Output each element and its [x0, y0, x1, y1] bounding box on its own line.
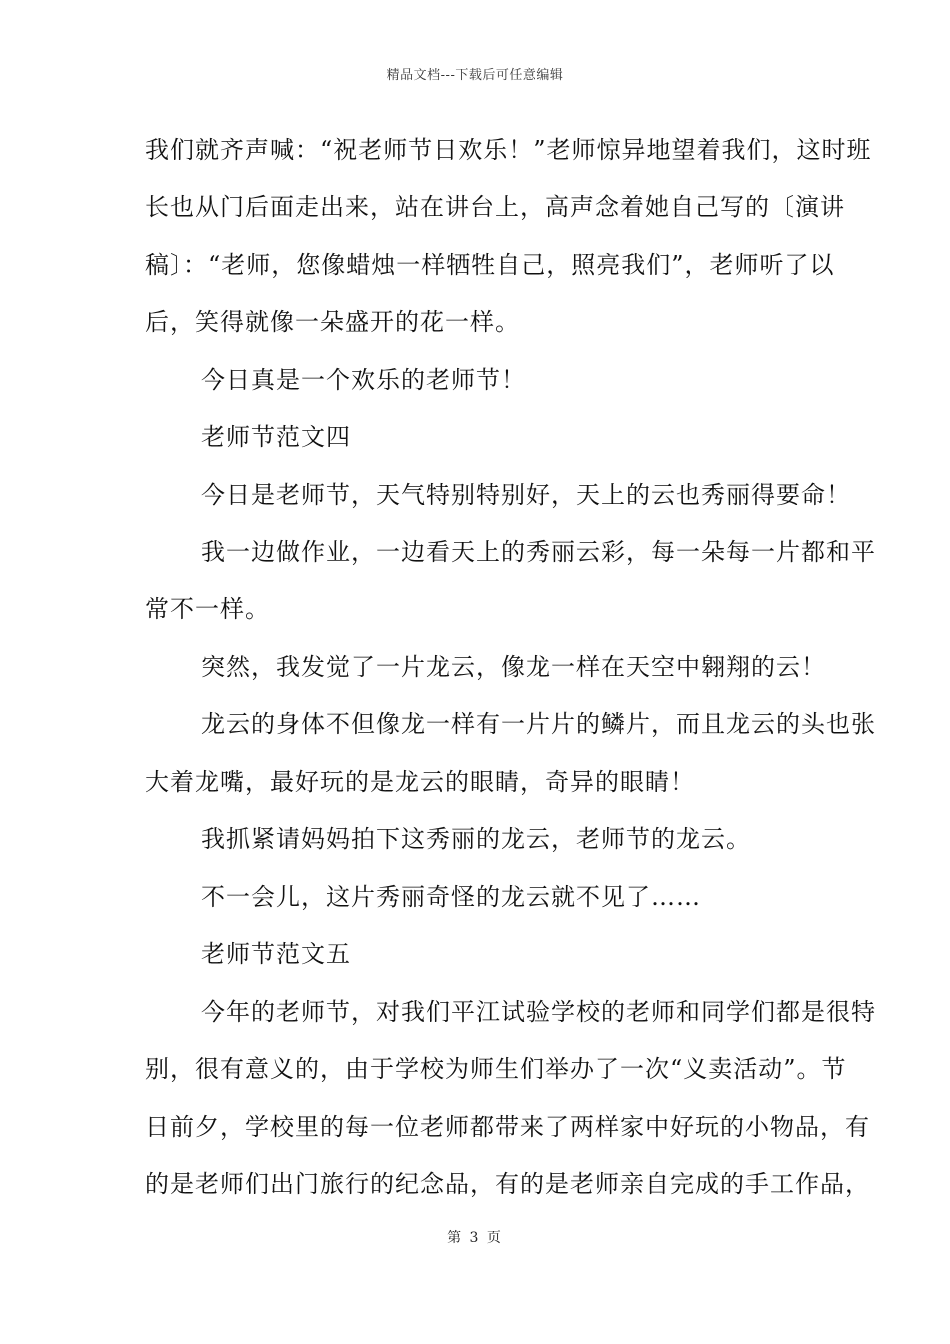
page-number: 第 3 页 — [447, 1230, 503, 1246]
text-line: 今年的老师节，对我们平江试验学校的老师和同学们都是很特 — [201, 998, 876, 1026]
text-line: 后，笑得就像一朵盛开的花一样。 — [145, 308, 520, 336]
text-line: 长也从门后面走出来，站在讲台上，高声念着她自己写的〔演讲 — [145, 193, 845, 221]
text-line: 不一会儿，这片秀丽奇怪的龙云就不见了…… — [201, 883, 701, 911]
section-heading: 老师节范文四 — [201, 423, 351, 451]
text-line: 突然，我发觉了一片龙云，像龙一样在天空中翱翔的云！ — [201, 653, 826, 681]
text-line: 的是老师们出门旅行的纪念品，有的是老师亲自完成的手工作品， — [145, 1170, 870, 1198]
text-line: 稿〕：“老师，您像蜡烛一样牺牲自己，照亮我们”，老师听了以 — [145, 251, 835, 279]
text-line: 日前夕，学校里的每一位老师都带来了两样家中好玩的小物品，有 — [145, 1113, 870, 1141]
text-line: 今日真是一个欢乐的老师节！ — [201, 366, 526, 394]
text-line: 我们就齐声喊：“祝老师节日欢乐！”老师惊异地望着我们，这时班 — [145, 136, 872, 164]
section-heading: 老师节范文五 — [201, 940, 351, 968]
text-line: 我抓紧请妈妈拍下这秀丽的龙云，老师节的龙云。 — [201, 825, 751, 853]
text-line: 龙云的身体不但像龙一样有一片片的鳞片，而且龙云的头也张 — [201, 710, 876, 738]
text-line: 大着龙嘴，最好玩的是龙云的眼睛，奇异的眼睛！ — [145, 768, 695, 796]
text-line: 我一边做作业，一边看天上的秀丽云彩，每一朵每一片都和平 — [201, 538, 876, 566]
text-line: 别，很有意义的，由于学校为师生们举办了一次“义卖活动”。节 — [145, 1055, 847, 1083]
page-header: 精品文档---下载后可任意编辑 — [386, 68, 564, 83]
text-line: 今日是老师节，天气特别特别好，天上的云也秀丽得要命！ — [201, 481, 851, 509]
text-line: 常不一样。 — [145, 595, 270, 623]
